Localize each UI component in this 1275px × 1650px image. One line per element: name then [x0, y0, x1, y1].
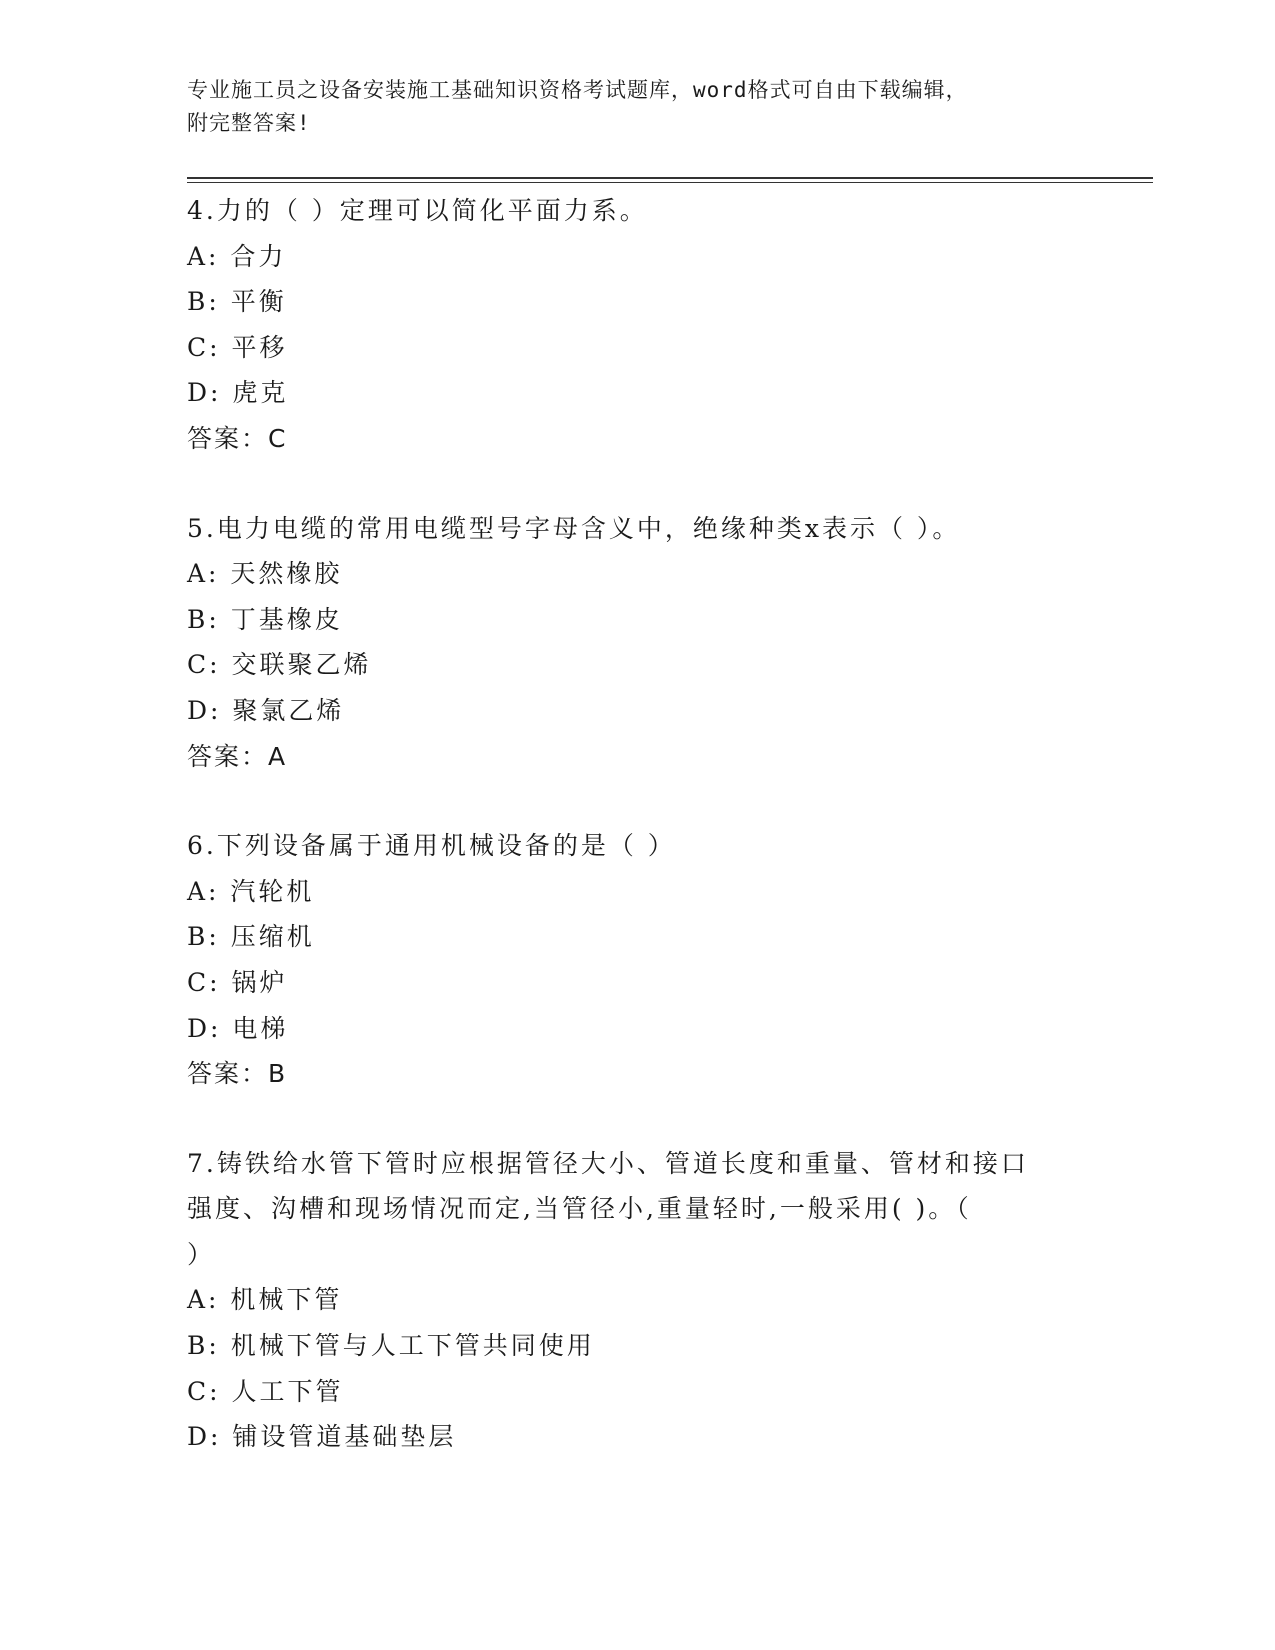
question-7 [187, 1141, 1087, 1460]
option-a: A: 合力 [187, 241, 287, 271]
question-stem-line-3: ） [187, 1239, 216, 1269]
question-5 [187, 506, 1087, 780]
option-a: A: 机械下管 [187, 1285, 343, 1315]
header-line-2: 附完整答案! [187, 111, 311, 135]
option-d: D: 虎克 [187, 378, 289, 408]
document-header [187, 74, 1087, 140]
option-c: C: 平移 [187, 332, 288, 362]
question-list [187, 188, 1087, 1504]
option-c: C: 人工下管 [187, 1376, 344, 1406]
option-a: A: 汽轮机 [187, 876, 315, 906]
option-c: C: 锅炉 [187, 967, 288, 997]
question-stem: 4.力的（ ）定理可以简化平面力系。 [187, 196, 648, 225]
answer: 答案：C [187, 423, 288, 453]
header-divider-thin [187, 182, 1153, 183]
answer: 答案：B [187, 1059, 288, 1089]
option-b: B: 压缩机 [187, 922, 315, 952]
answer: 答案：A [187, 741, 288, 771]
header-line-1: 专业施工员之设备安装施工基础知识资格考试题库，word格式可自由下载编辑， [187, 78, 968, 102]
question-stem-line-1: 7.铸铁给水管下管时应根据管径大小、管道长度和重量、管材和接口 [187, 1148, 1029, 1178]
option-b: B: 机械下管与人工下管共同使用 [187, 1331, 595, 1361]
question-6 [187, 823, 1087, 1097]
header-divider-thick [187, 177, 1153, 179]
option-b: B: 丁基橡皮 [187, 604, 343, 634]
option-c: C: 交联聚乙烯 [187, 650, 372, 680]
option-a: A: 天然橡胶 [187, 559, 343, 589]
question-stem: 6.下列设备属于通用机械设备的是（ ） [187, 831, 676, 861]
question-stem: 5.电力电缆的常用电缆型号字母含义中，绝缘种类x表示（ ）。 [187, 513, 961, 543]
question-stem-line-2: 强度、沟槽和现场情况而定,当管径小,重量轻时,一般采用( )。（ [187, 1194, 972, 1224]
option-d: D: 聚氯乙烯 [187, 695, 345, 725]
question-4 [187, 188, 1087, 462]
option-d: D: 电梯 [187, 1013, 289, 1043]
option-d: D: 铺设管道基础垫层 [187, 1422, 457, 1452]
option-b: B: 平衡 [187, 287, 287, 317]
